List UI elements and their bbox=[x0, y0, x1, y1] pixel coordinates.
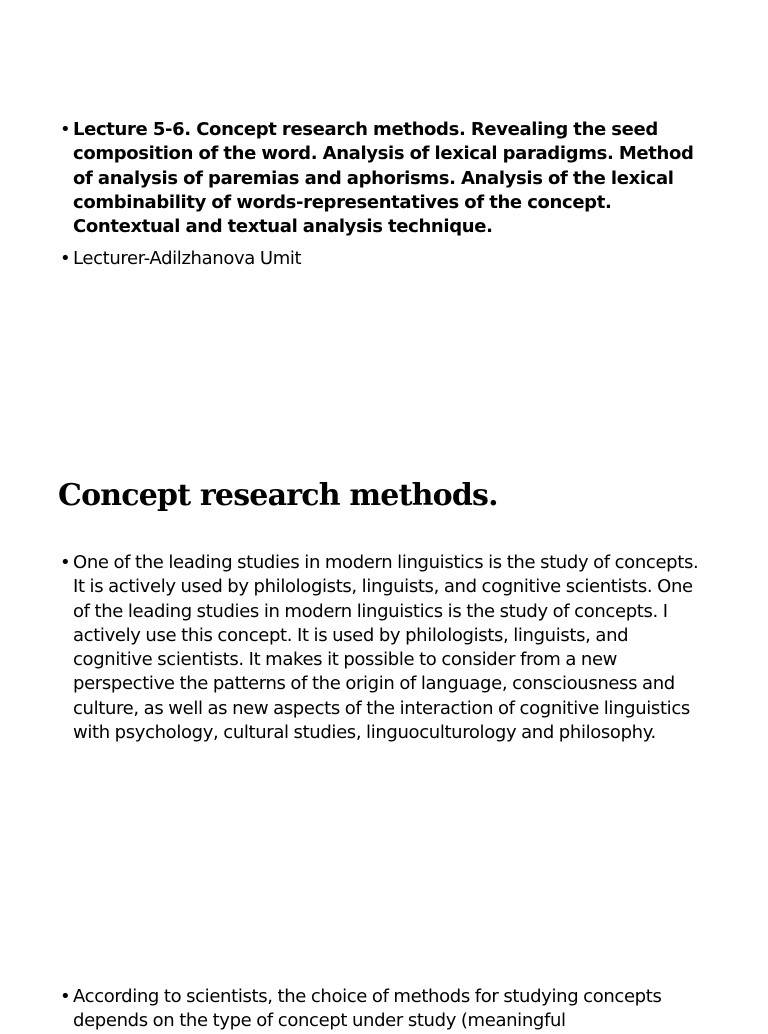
section-heading: Concept research methods. bbox=[58, 478, 498, 513]
slide-3-bullet-list bbox=[60, 985, 712, 1034]
concept-intro-bullet bbox=[60, 551, 712, 745]
lecturer-bullet bbox=[60, 247, 712, 271]
bullet-marker: • bbox=[60, 552, 71, 573]
lecture-title-text: Lecture 5-6. Concept research methods. Revealing the seed composition of the word. Analysis of lexical paradigms. Method of analysis of paremias and aphorisms. Analysis of the lexical combinability of words-representatives of the concept. Contextual and textual analysis technique. bbox=[73, 119, 694, 238]
bullet-marker: • bbox=[60, 119, 71, 140]
slide-2-bullet-list bbox=[60, 551, 712, 745]
bullet-marker: • bbox=[60, 248, 71, 270]
concept-intro-text: One of the leading studies in modern linguistics is the study of concepts. It is actively used by philologists, linguists, and cognitive scientists. One of the leading studies in modern linguistics is the study of concepts. I actively use this concept. It is used by philologists, linguists, and cognitive scientists. It makes it possible to consider from a new perspective the patterns of the origin of language, consciousness and culture, as well as new aspects of the interaction of cognitive linguistics with psychology, cultural studies, linguoculturology and philosophy. bbox=[73, 552, 699, 744]
methods-choice-bullet bbox=[60, 985, 712, 1034]
slide-1-bullet-list bbox=[60, 118, 712, 272]
lecturer-name-text: Lecturer-Adilzhanova Umit bbox=[73, 248, 302, 270]
methods-choice-text: According to scientists, the choice of methods for studying concepts depends on the type of concept under study (meaningful bbox=[73, 986, 662, 1032]
lecture-title-bullet bbox=[60, 118, 712, 239]
bullet-marker: • bbox=[60, 986, 71, 1007]
